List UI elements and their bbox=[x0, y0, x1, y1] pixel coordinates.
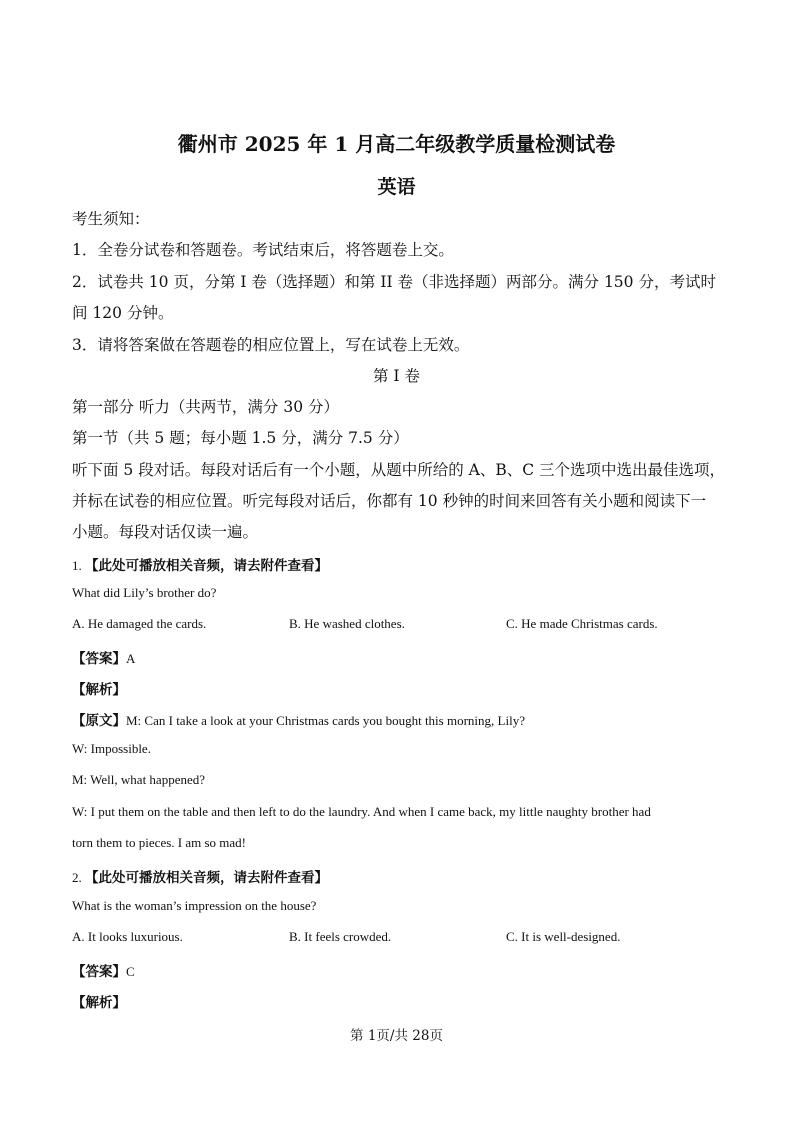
question-2-audio-note: 【此处可播放相关音频，请去附件查看】 bbox=[85, 870, 328, 885]
notice-item-3: 3．请将答案做在答题卷的相应位置上，写在试卷上无效。 bbox=[72, 336, 470, 354]
question-1-transcript-3: M: Well, what happened? bbox=[72, 772, 206, 787]
question-1-transcript-2: W: Impossible. bbox=[72, 741, 151, 756]
notice-item-2-line-1: 2．试卷共 10 页，分第 I 卷（选择题）和第 II 卷（非选择题）两部分。满分 150 分，考试时 bbox=[72, 273, 716, 291]
question-1-number: 1. bbox=[72, 558, 82, 573]
answer-value: C bbox=[126, 964, 135, 979]
question-1-option-b: B. He washed clothes. bbox=[289, 616, 405, 631]
question-2-number: 2. bbox=[72, 870, 82, 885]
question-2-answer bbox=[72, 960, 135, 980]
volume-heading: 第 I 卷 bbox=[373, 367, 420, 385]
section-one-heading: 第一节（共 5 题；每小题 1.5 分，满分 7.5 分） bbox=[72, 429, 409, 447]
part-one-heading: 第一部分 听力（共两节，满分 30 分） bbox=[72, 398, 340, 416]
question-1-transcript-5: torn them to pieces. I am so mad! bbox=[72, 835, 247, 850]
question-1-audio-note: 【此处可播放相关音频，请去附件查看】 bbox=[85, 558, 328, 573]
question-2-option-b: B. It feels crowded. bbox=[289, 929, 392, 944]
instructions-line-1: 听下面 5 段对话。每段对话后有一个小题，从题中所给的 A、B、C 三个选项中选出最佳选项， bbox=[72, 461, 726, 479]
transcript-label: 【原文】 bbox=[72, 713, 126, 728]
question-1-header bbox=[72, 554, 328, 574]
question-2-option-a: A. It looks luxurious. bbox=[72, 929, 183, 944]
notice-item-1: 1．全卷分试卷和答题卷。考试结束后，将答题卷上交。 bbox=[72, 241, 454, 259]
page-footer: 第 1页/共 28页 bbox=[350, 1028, 443, 1044]
analysis-label: 【解析】 bbox=[72, 995, 126, 1010]
question-1-option-a: A. He damaged the cards. bbox=[72, 616, 207, 631]
notice-item-2-line-2: 间 120 分钟。 bbox=[72, 304, 174, 322]
instructions-line-2: 并标在试卷的相应位置。听完每段对话后，你都有 10 秒钟的时间来回答有关小题和阅读下一 bbox=[72, 492, 707, 510]
question-1-answer bbox=[72, 647, 135, 667]
question-1-transcript-1 bbox=[72, 709, 525, 729]
question-1-option-c: C. He made Christmas cards. bbox=[506, 616, 658, 631]
analysis-label: 【解析】 bbox=[72, 682, 126, 697]
question-2-option-c: C. It is well-designed. bbox=[506, 929, 621, 944]
question-1-transcript-4: W: I put them on the table and then left to do the laundry. And when I came back, my little naughty brother had bbox=[72, 804, 651, 819]
question-1-text: What did Lily’s brother do? bbox=[72, 585, 217, 600]
question-2-header bbox=[72, 866, 328, 886]
question-1-analysis bbox=[72, 678, 126, 698]
notice-heading: 考生须知： bbox=[72, 210, 150, 228]
question-2-analysis bbox=[72, 991, 126, 1011]
answer-label: 【答案】 bbox=[72, 964, 126, 979]
question-2-text: What is the woman’s impression on the house? bbox=[72, 898, 317, 913]
subject-title: 英语 bbox=[377, 176, 416, 198]
instructions-line-3: 小题。每段对话仅读一遍。 bbox=[72, 523, 259, 541]
transcript-line: M: Can I take a look at your Christmas cards you bought this morning, Lily? bbox=[126, 713, 525, 728]
exam-title: 衢州市 2025 年 1 月高二年级教学质量检测试卷 bbox=[177, 132, 616, 156]
answer-label: 【答案】 bbox=[72, 651, 126, 666]
answer-value: A bbox=[126, 651, 136, 666]
